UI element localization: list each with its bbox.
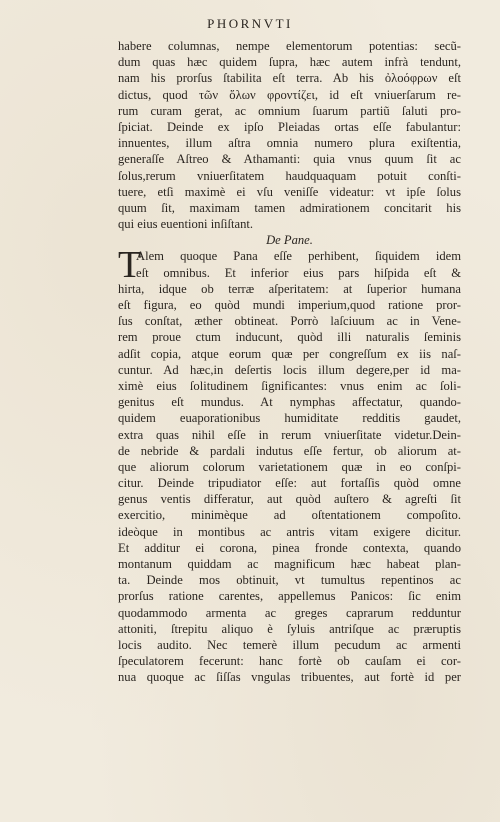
text-line: adſit copia, atque eorum quæ per congreſſum ex iis naſ- (118, 346, 461, 361)
text-line: dictus, quod τῶν ὅλων φροντίζει, id eſt vniuerſarum re- (118, 87, 461, 102)
text-line: ſpiciat. Deinde ex ipſo Pleiadas ortas eſſe fabulantur: (118, 119, 461, 134)
text-line: rum curam gerat, ac omnium ſuarum partiũ ſaluti pro- (118, 103, 461, 118)
text-line: ſus conſtat, æther obtineat. Porrò laſciuum ac in Vene- (118, 314, 461, 329)
text-line: habere columnas, nempe elementorum potentias: secũ- (118, 39, 461, 53)
text-line: montanum quiddam ac magnificum hæc habeat plan- (118, 557, 461, 571)
text-line: ſolus,rerum vniuerſitatem haudquaquam potuit conſti- (118, 168, 461, 183)
text-line: de nebride & pardali indutus eſſe fertur, ob aliorum at- (118, 443, 461, 458)
text-line: genus ventis differatur, aut quòd auſtero & agreſti ſit (118, 492, 461, 507)
text-line: Alem quoque Pana eſſe perhibent, ſiquidem idem (136, 249, 461, 264)
text-line: rem proue ctum inducunt, quòd illi naturalis ſeminis (118, 330, 461, 345)
text-line: hirta, idque ob terræ aſperitatem: at ſuperior humana (118, 281, 461, 296)
text-line: que aliorum colorum varietationem quæ in eo conſpi- (118, 459, 461, 474)
drop-cap: T (118, 244, 142, 287)
text-line: cuntur. Ad hæc,in deſertis locis illum degere,per id ma- (118, 362, 461, 377)
text-line: nam his prorſus ſtabilita eſt terra. Ab his ὀλοόφρων eſt (118, 71, 461, 86)
text-block (118, 38, 461, 686)
text-line: citur. Deinde tripudiator eſſe: aut fortaſſis quòd omne (118, 476, 461, 491)
text-line: eſt figura, eo quòd mundi imperium,quod ratione pror- (118, 298, 461, 312)
text-line: generaſſe Aſtreo & Athamanti: quia vnus quum ſit ac (118, 152, 461, 167)
text-line: exercitio, minimèque ad oſtentationem compoſito. (118, 508, 461, 523)
text-line: qui eius euentioni inſiſtant. (118, 217, 254, 232)
text-line: quodammodo armenta ac greges caprarum redduntur (118, 605, 461, 620)
section-heading: De Pane. (266, 233, 313, 248)
paragraph-de-pane (118, 244, 461, 685)
text-line: prorſus ratione carentes, appellemus Panicos: ſic enim (118, 589, 461, 604)
text-line: eſt omnibus. Et inferior eius pars hiſpida eſt & (136, 265, 461, 280)
text-line: quidem euaporationibus humiditate redditis gaudet, (118, 411, 461, 426)
text-line: genitus eſt mundus. At nymphas affectatur, quando- (118, 395, 461, 410)
text-line: Et additur ei corona, pinea fronde contexta, quando (118, 540, 461, 555)
text-line: ximè eius ſolitudinem ſignificantes: vnus enim ac ſoli- (118, 378, 461, 393)
text-line: ideòque in montibus ac antris vitam exigere dicitur. (118, 524, 461, 539)
text-line: tuere, etſi maximè ei vſu veniſſe videatur: vt ipſe ſolus (118, 184, 461, 199)
text-line: attoniti, ſtrepitu aliquo è ſyluis antriſque ac præruptis (118, 621, 461, 636)
text-line: ta. Deinde mos obtinuit, vt tumultus repentinos ac (118, 573, 461, 588)
text-line: extra quas nihil eſſe in rerum vniuerſitate videtur.Dein- (118, 427, 461, 442)
running-head: PHORNVTI (207, 16, 293, 31)
text-line: dum quas hæc quidem ſupra, hæc autem infrà tendunt, (118, 55, 461, 70)
text-line: quum ſit, maximam tamen admirationem concitarit his (118, 200, 461, 215)
paragraph-continued (118, 38, 461, 232)
text-line: ſpeculatorem fecerunt: hanc fortè ob cauſam ei cor- (118, 654, 461, 669)
text-line: innuentes, illum aſtra omnia numero plura exiſtentia, (118, 136, 461, 151)
text-line: locis audito. Nec temerè illum pecudum ac armenti (118, 637, 461, 652)
text-line: nua quoque ac ſiſſas vngulas tribuentes, aut fortè id per (118, 670, 461, 685)
